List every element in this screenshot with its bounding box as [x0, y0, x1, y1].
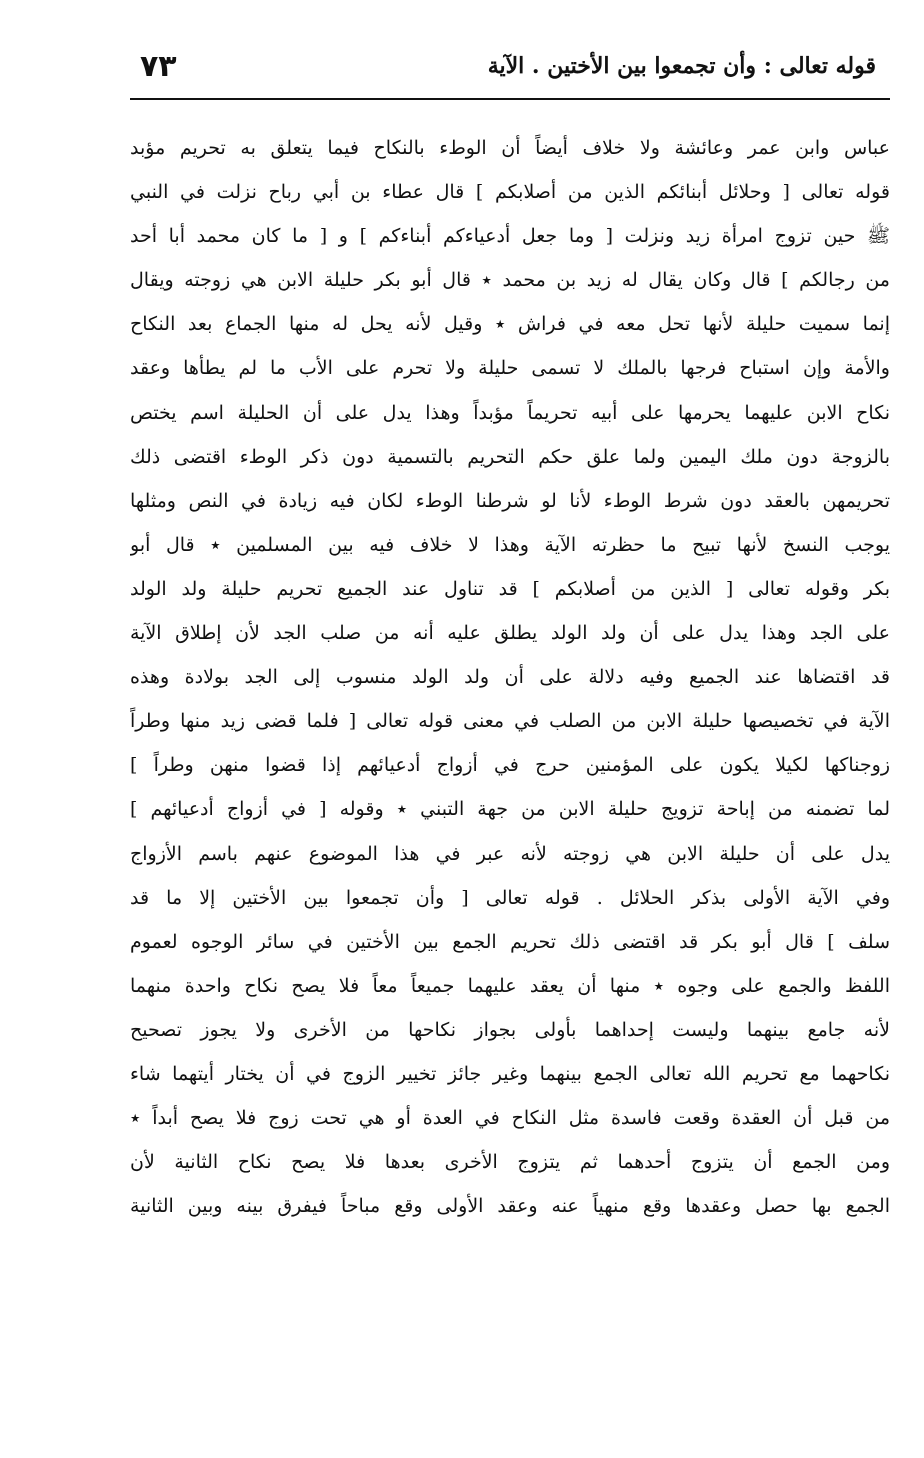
text-line: الجمع بها حصل وعقدها وقع منهياً عنه وعقد الأولى وقع مباحاً فيفرق بينه وبين الثانية [130, 1195, 890, 1218]
text-line: ومن الجمع أن يتزوج أحدهما ثم يتزوج الأخرى بعدها فلا يصح نكاح الثانية لأن [130, 1151, 890, 1174]
text-line: يدل على أن حليلة الابن هي زوجته لأنه عبر في هذا الموضوع عنهم باسم الأزواج [130, 842, 890, 865]
text-line: على الجد وهذا يدل على أن ولد الولد يطلق عليه أنه من صلب الجد لأن إطلاق الآية [130, 622, 890, 645]
header-rule [130, 98, 890, 100]
text-line: يوجب النسخ لأنها تبيح ما حظرته الآية وهذا لا خلاف فيه بين المسلمين ٭ قال أبو [130, 533, 890, 556]
text-line: من قبل أن العقدة وقعت فاسدة مثل النكاح في العدة أو هي تحت زوج فلا يصح أبداً ٭ [130, 1107, 890, 1130]
text-line: اللفظ والجمع على وجوه ٭ منها أن يعقد عليهما جميعاً معاً فلا يصح نكاح واحدة منهما [130, 974, 890, 997]
text-line: عباس وابن عمر وعائشة ولا خلاف أيضاً أن الوطء بالنكاح فيما يتعلق به تحريم مؤبد [130, 137, 890, 159]
page-number: ٧٣ [140, 48, 177, 84]
text-line: زوجناكها لكيلا يكون على المؤمنين حرج في أزواج أدعيائهم إذا قضوا منهن وطراً ] [130, 754, 890, 777]
text-line: لأنه جامع بينهما وليست إحداهما بأولى بجواز نكاحها من الأخرى ولا يجوز تصحيح [130, 1018, 890, 1041]
text-line: الآية في تخصيصها حليلة الابن من الصلب في معنى قوله تعالى [ فلما قضى زيد منها وطراً [130, 710, 890, 733]
text-line: ﷺ حين تزوج امرأة زيد ونزلت [ وما جعل أدعياءكم أبناءكم ] و [ ما كان محمد أبا أحد [130, 225, 890, 248]
text-line: نكاح الابن عليهما يحرمها على أبيه تحريماً مؤبداً وهذا يدل على أن الحليلة اسم يختص [130, 401, 890, 424]
running-head: قوله تعالى : وأن تجمعوا بين الأختين . الآية [487, 53, 876, 79]
page-header [130, 44, 890, 88]
text-line: سلف ] قال أبو بكر قد اقتضى ذلك تحريم الجمع بين الأختين في سائر الوجوه لعموم [130, 930, 890, 953]
text-line: قد اقتضاها عند الجميع وفيه دلالة على أن ولد الولد منسوب إلى الجد بولادة وهذه [130, 666, 890, 689]
text-line: تحريمهن بالعقد دون شرط الوطء لأنا لو شرطنا الوطء لكان فيه زيادة في النص ومثلها [130, 489, 890, 512]
text-line: لما تضمنه من إباحة تزويج حليلة الابن من جهة التبني ٭ وقوله [ في أزواج أدعيائهم ] [130, 798, 890, 821]
text-line: بالزوجة دون ملك اليمين ولما علق حكم التحريم بالتسمية دون ذكر الوطء اقتضى ذلك [130, 445, 890, 468]
text-line: نكاحهما مع تحريم الله تعالى الجمع بينهما وغير جائز تخيير الزوج في أن يختار أيتهما شاء [130, 1062, 890, 1085]
text-line: قوله تعالى [ وحلائل أبنائكم الذين من أصلابكم ] قال عطاء بن أبي رباح نزلت في النبي [130, 181, 890, 204]
text-line: بكر وقوله تعالى [ الذين من أصلابكم ] قد تناول عند الجميع تحريم حليلة ولد الولد [130, 577, 890, 600]
text-line: والأمة وإن استباح فرجها بالملك لا تسمى حليلة ولا تحرم على الأب ما لم يطأها وعقد [130, 357, 890, 380]
text-line: إنما سميت حليلة لأنها تحل معه في فراش ٭ وقيل لأنه يحل له منها الجماع بعد النكاح [130, 313, 890, 336]
text-line: وفي الآية الأولى بذكر الحلائل . قوله تعالى [ وأن تجمعوا بين الأختين إلا ما قد [130, 886, 890, 909]
text-line: من رجالكم ] قال وكان يقال له زيد بن محمد ٭ قال أبو بكر حليلة الابن هي زوجته ويقال [130, 269, 890, 292]
body-text [130, 126, 890, 1228]
